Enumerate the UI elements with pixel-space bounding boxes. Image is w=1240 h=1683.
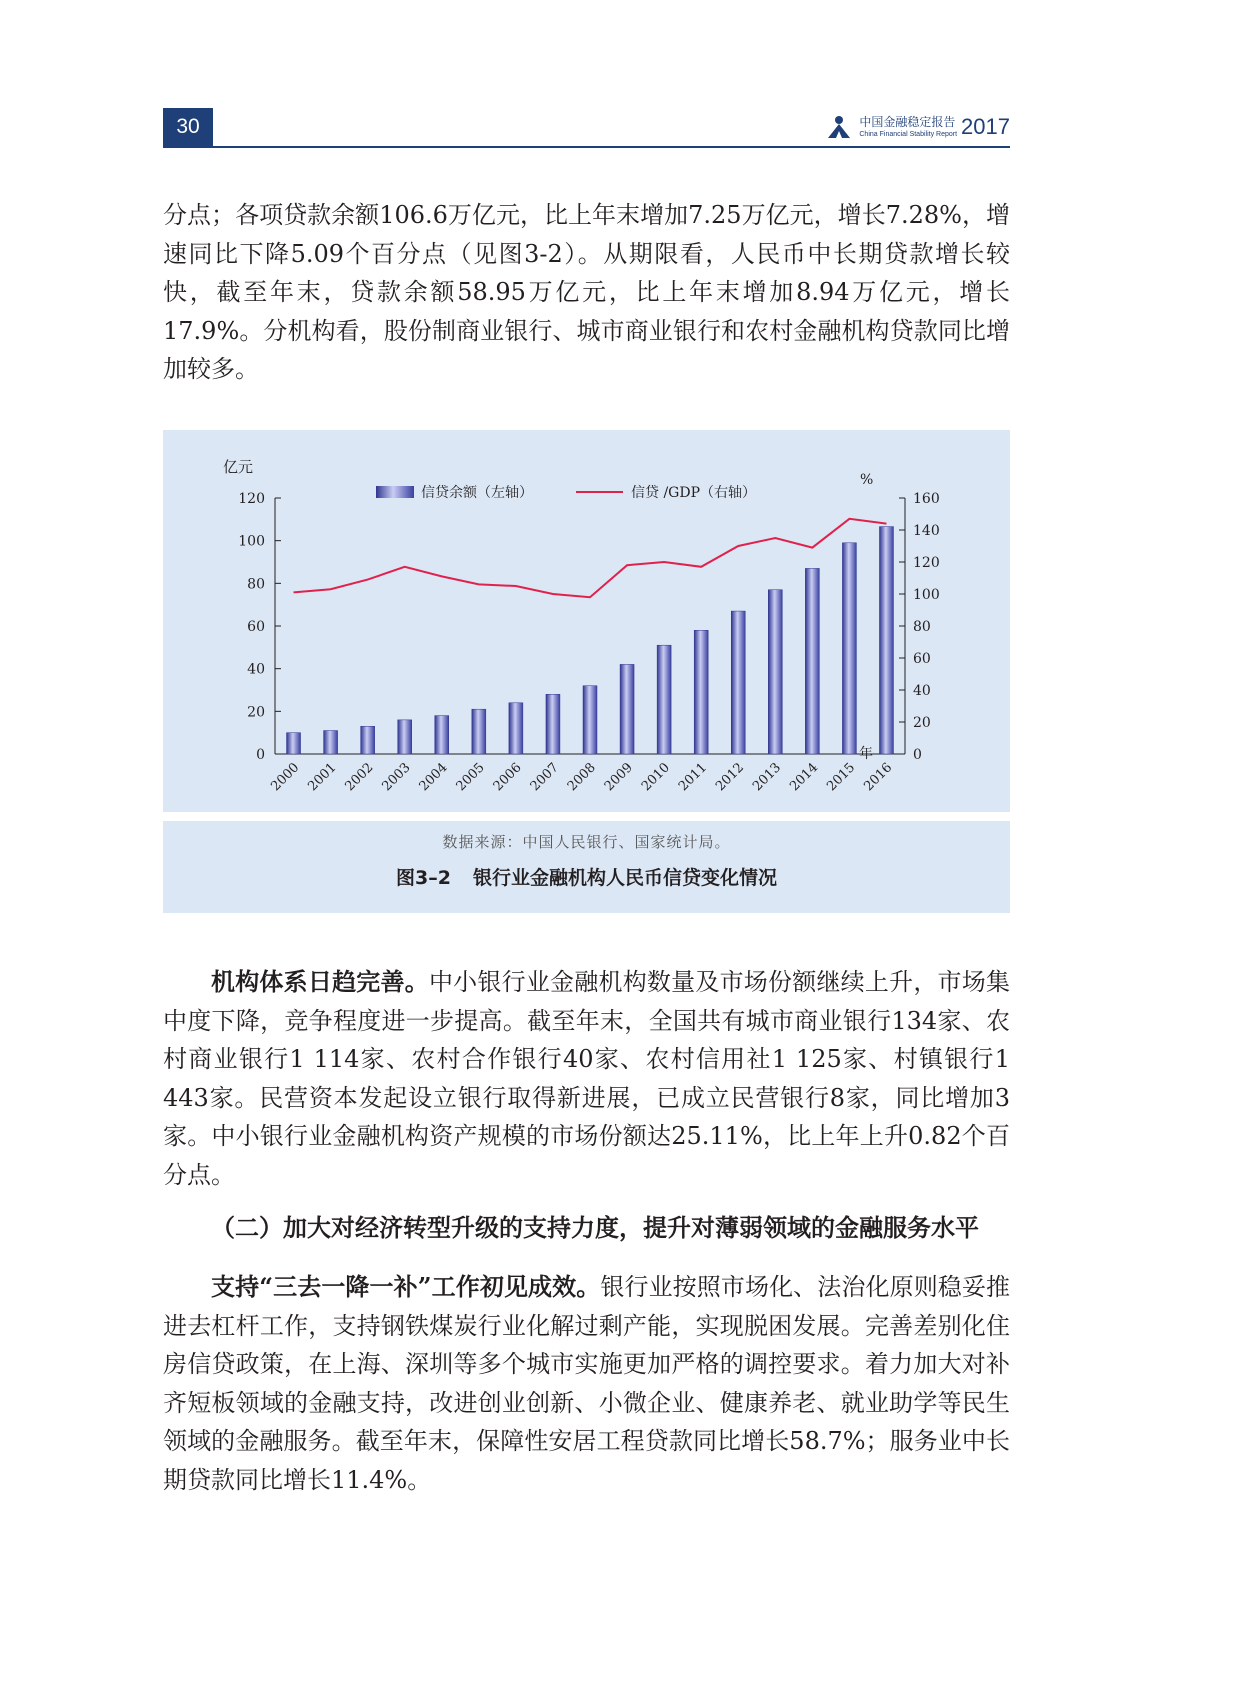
x-axis-tick-label: 2011 [675,760,711,795]
x-axis-tick-label: 2008 [564,760,599,795]
figure-title [163,863,1010,890]
right-axis-tick-label: 80 [913,619,931,635]
credit-gdp-line [294,519,887,597]
right-axis-tick-label: 120 [913,555,940,571]
left-axis-tick-label: 100 [238,533,265,550]
credit-balance-bar [768,590,782,754]
credit-balance-bar [583,686,597,754]
x-axis-tick-label: 2015 [824,760,859,795]
right-axis-tick-label: 20 [913,715,931,731]
page-header [163,108,1010,148]
credit-chart [163,430,1010,812]
x-axis-tick-label: 2003 [379,760,414,795]
x-axis-tick-label: 2010 [638,760,673,795]
report-year: 2017 [961,114,1010,139]
x-axis-tick-label: 2006 [490,760,525,795]
x-axis-tick-label: 2002 [342,760,377,795]
x-axis-tick-label: 2013 [750,760,785,795]
credit-balance-bar [472,709,486,754]
credit-balance-bar [398,720,412,754]
left-axis-tick-label: 120 [238,491,265,507]
x-axis-tick-label: 2012 [713,760,748,795]
credit-balance-bar [879,527,893,754]
x-axis-tick-label: 2001 [305,760,340,795]
right-axis-tick-label: 140 [913,523,940,539]
report-title-en: China Financial Stability Report [859,131,958,138]
paragraph-3-lead: 支持“三去一降一补”工作初见成效。 [211,1272,601,1301]
left-axis-tick-label: 20 [247,704,265,721]
legend-line-label: 信贷 /GDP（右轴） [631,485,756,501]
right-axis-tick-label: 100 [913,587,940,603]
right-axis-tick-label: 60 [913,651,931,667]
caption-panel [163,821,1010,913]
credit-balance-bar [842,543,856,754]
right-axis-unit: % [860,472,874,488]
page-number: 30 [163,108,213,146]
body-paragraph-1: 分点；各项贷款余额106.6万亿元，比上年末增加7.25万亿元，增长7.28%，增速同比下降5.09个百分点（见图3-2）。从期限看，人民币中长期贷款增长较快，截至年末，贷款余额58.95万亿元，比上年末增加8.94万亿元，增长17.9%。分机构看，股份制商业银行、城市商业银行和农村金融机构贷款同比增加较多。 [163,201,1010,383]
x-axis-tick-label: 2007 [527,760,562,795]
x-axis-tick-label: 2016 [861,760,896,795]
header-rule [163,146,1010,148]
body-paragraph-2 [163,963,1010,1194]
paragraph-3-text: 银行业按照市场化、法治化原则稳妥推进去杠杆工作，支持钢铁煤炭行业化解过剩产能，实现脱困发展。完善差别化住房信贷政策，在上海、深圳等多个城市实施更加严格的调控要求。着力加大对补齐短板领域的金融支持，改进创业创新、小微企业、健康养老、就业助学等民生领域的金融服务。截至年末，保障性安居工程贷款同比增长58.7%；服务业中长期贷款同比增长11.4%。 [163,1273,1011,1494]
credit-balance-bar [324,731,338,754]
x-axis-tick-label: 2000 [268,760,303,795]
credit-balance-bar [731,611,745,754]
figure-source: 数据来源：中国人民银行、国家统计局。 [442,833,731,851]
chart-panel [163,430,1010,812]
credit-balance-bar [361,726,375,754]
credit-balance-bar [805,568,819,754]
credit-balance-bar [287,733,301,754]
right-axis-tick-label: 40 [913,683,931,699]
left-axis-tick-label: 40 [247,661,265,678]
legend-bar-swatch [376,486,414,498]
paragraph-2-lead: 机构体系日趋完善。 [211,967,429,996]
credit-balance-bar [509,703,523,754]
credit-balance-bar [546,694,560,754]
figure-3-2 [163,430,1010,913]
right-axis-tick-label: 0 [913,747,922,763]
left-axis-unit: 亿元 [223,458,254,476]
credit-balance-bar [435,716,449,754]
x-axis-tick-label: 2009 [601,760,636,795]
figure-title-text: 银行业金融机构人民币信贷变化情况 [472,867,777,889]
legend-bar-label: 信贷余额（左轴） [421,485,533,501]
report-title-cn: 中国金融稳定报告 [859,115,956,129]
report-logo-icon [825,114,853,140]
credit-balance-bar [620,664,634,754]
credit-balance-bar [657,645,671,754]
x-axis-tick-label: 2005 [453,760,488,795]
left-axis-tick-label: 80 [247,576,265,593]
paragraph-2-text: 中小银行业金融机构数量及市场份额继续上升，市场集中度下降，竞争程度进一步提高。截至年末，全国共有城市商业银行134家、农村商业银行1 114家、农村合作银行40家、农村信用社1 125家、村镇银行1 443家。民营资本发起设立银行取得新进展，已成立民营银行8家，同比增加3家。中小银行业金融机构资产规模的市场份额达25.11%，比上年上升0.82个百分点。 [163,968,1010,1189]
figure-number: 图3–2 [396,867,451,889]
x-axis-tick-label: 2004 [416,760,451,795]
left-axis-tick-label: 60 [247,619,265,635]
left-axis-tick-label: 0 [256,747,265,763]
report-brand [825,112,1010,142]
right-axis-tick-label: 160 [913,491,940,507]
credit-balance-bar [694,630,708,754]
x-axis-unit: 年 [859,746,873,762]
x-axis-tick-label: 2014 [787,760,822,795]
body-paragraph-3 [163,1268,1010,1499]
section-heading: （二）加大对经济转型升级的支持力度，提升对薄弱领域的金融服务水平 [211,1213,979,1242]
